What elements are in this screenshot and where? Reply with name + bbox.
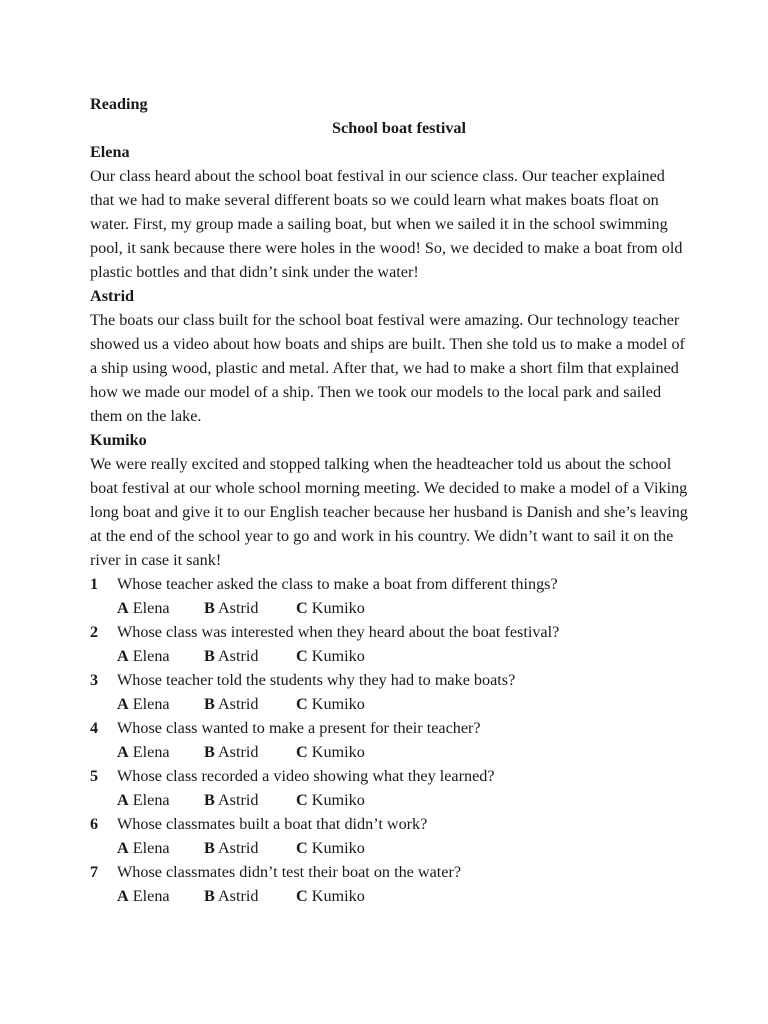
question-row [90,572,690,596]
option-b: B Astrid [204,599,259,617]
answer-options [117,644,690,668]
answer-options [117,884,690,908]
speaker-paragraph: Our class heard about the school boat festival in our science class. Our teacher explained that we had to make several different boats so we could learn what makes boats float on water. First, my group made a sailing boat, but when we sailed it in the school swimming pool, it sank because there were holes in the wood! So, we decided to make a boat from old plastic bottles and that didn’t sink under the water! [90,167,683,281]
question-row [90,812,690,836]
question-text: Whose teacher told the students why they had to make boats? [117,671,516,689]
answer-options [117,740,690,764]
question-number: 1 [90,575,99,593]
option-a: A Elena [117,647,170,665]
option-c: C Kumiko [296,599,365,617]
option-a: A Elena [117,887,170,905]
document-page [90,92,690,908]
question-number: 2 [90,623,99,641]
speaker-name: Elena [90,143,130,161]
question-text: Whose class wanted to make a present for their teacher? [117,719,481,737]
answer-options [117,788,690,812]
question-text: Whose class was interested when they heard about the boat festival? [117,623,560,641]
question-number: 5 [90,767,99,785]
option-b: B Astrid [204,887,259,905]
speaker-paragraph: The boats our class built for the school boat festival were amazing. Our technology teacher showed us a video about how boats and ships are built. Then she told us to make a model of a ship using wood, plastic and metal. After that, we had to make a short film that explained how we made our model of a ship. Then we took our models to the local park and sailed them on the lake. [90,311,685,425]
question-row [90,860,690,884]
option-b: B Astrid [204,743,259,761]
question-text: Whose teacher asked the class to make a boat from different things? [117,575,558,593]
option-a: A Elena [117,599,170,617]
question-row [90,716,690,740]
speaker-name: Astrid [90,287,135,305]
question-text: Whose classmates built a boat that didn’t work? [117,815,428,833]
question-number: 6 [90,815,99,833]
question-number: 3 [90,671,99,689]
option-c: C Kumiko [296,695,365,713]
question-text: Whose class recorded a video showing what they learned? [117,767,495,785]
option-c: C Kumiko [296,647,365,665]
option-a: A Elena [117,695,170,713]
option-b: B Astrid [204,695,259,713]
page-title: School boat festival [332,119,466,137]
answer-options [117,596,690,620]
option-c: C Kumiko [296,839,365,857]
speaker-name: Kumiko [90,431,147,449]
option-c: C Kumiko [296,743,365,761]
answer-options [117,836,690,860]
section-heading: Reading [90,95,148,113]
option-c: C Kumiko [296,887,365,905]
question-number: 4 [90,719,99,737]
option-b: B Astrid [204,839,259,857]
question-text: Whose classmates didn’t test their boat on the water? [117,863,462,881]
question-row [90,764,690,788]
option-a: A Elena [117,743,170,761]
option-c: C Kumiko [296,791,365,809]
speaker-paragraph: We were really excited and stopped talking when the headteacher told us about the school boat festival at our whole school morning meeting. We decided to make a model of a Viking long boat and give it to our English teacher because her husband is Danish and she’s leaving at the end of the school year to go and work in his country. We didn’t want to sail it on the river in case it sank! [90,455,688,569]
answer-options [117,692,690,716]
option-a: A Elena [117,839,170,857]
option-a: A Elena [117,791,170,809]
question-row [90,668,690,692]
option-b: B Astrid [204,791,259,809]
question-number: 7 [90,863,99,881]
option-b: B Astrid [204,647,259,665]
question-row [90,620,690,644]
